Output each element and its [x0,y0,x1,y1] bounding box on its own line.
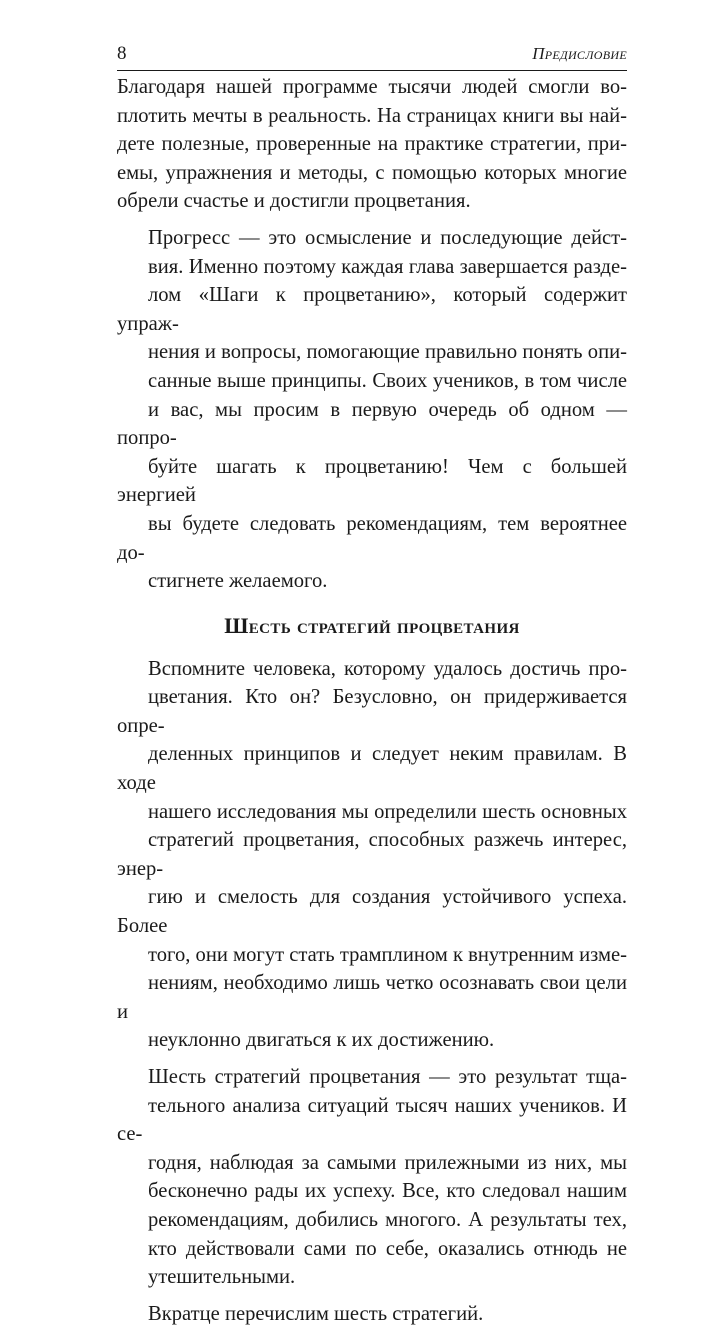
text-line: емы, упражнения и методы, с помощью которых многие [117,161,627,184]
text-line: тельного анализа ситуаций тысяч наших учеников. И се- [117,1094,627,1146]
text-line: лом «Шаги к процветанию», который содержит упраж- [117,284,627,335]
text-line: нениям, необходимо лишь четко осознавать свои цели и [117,972,627,1023]
paragraphs-bottom [117,655,627,1328]
page-number: 8 [117,43,127,64]
text-line: кто действовали сами по себе, оказались отнюдь не [148,1237,627,1260]
section-heading: Шесть стратегий процветания [224,612,520,638]
paragraph [117,73,627,216]
text-line: деленных принципов и следует неким правилам. В ходе [117,743,627,795]
text-line: нения и вопросы, помогающие правильно понять опи- [148,341,627,364]
text-line: Шесть стратегий процветания — это результат тща- [148,1066,627,1088]
text-line: Вкратце перечислим шесть стратегий. [148,1302,484,1325]
text-line: Прогресс — это осмысление и последующие дейст- [148,226,627,249]
running-head-title: Предисловие [532,44,627,63]
text-line: вы будете следовать рекомендациям, тем вероятнее до- [117,512,627,564]
paragraph [117,655,627,1055]
text-line: бесконечно рады их успеху. Все, кто следовал нашим [148,1180,627,1203]
text-line: стигнете желаемого. [148,570,328,593]
text-line: того, они могут стать трамплином к внутренним изме- [148,943,627,966]
book-page [117,42,627,1328]
text-line: и вас, мы просим в первую очередь об одном — попро- [117,398,627,450]
body-text [117,73,627,1328]
text-line: утешительными. [148,1266,296,1289]
text-line: Благодаря нашей программе тысячи людей смогли во- [117,76,627,98]
text-line: дете полезные, проверенные на практике стратегии, при- [117,133,627,156]
text-line: неуклонно двигаться к их достижению. [148,1029,495,1052]
text-line: цветания. Кто он? Безусловно, он придерживается опре- [117,686,627,737]
text-line: годня, наблюдая за самыми прилежными из них, мы [148,1151,627,1174]
paragraph [117,224,627,596]
text-line: буйте шагать к процветанию! Чем с большей энергией [117,455,627,507]
text-line: санные выше принципы. Своих учеников, в том числе [148,369,627,392]
text-line: рекомендациям, добились многого. А результаты тех, [148,1208,627,1231]
text-line: вия. Именно поэтому каждая глава завершается разде- [148,255,627,278]
running-head [117,42,627,66]
text-line: нашего исследования мы определили шесть основных [148,800,627,823]
paragraphs-top [117,73,627,596]
text-line: гию и смелость для создания устойчивого успеха. Более [117,886,627,938]
paragraph [117,1300,627,1328]
text-line: плотить мечты в реальность. На страницах книги вы най- [117,104,627,127]
paragraph [117,1063,627,1292]
text-line: обрели счастье и достигли процветания. [117,190,471,213]
text-line: стратегий процветания, способных разжечь интерес, энер- [117,829,627,880]
header-rule [117,70,627,71]
text-line: Вспомните человека, которому удалось достичь про- [148,657,627,680]
